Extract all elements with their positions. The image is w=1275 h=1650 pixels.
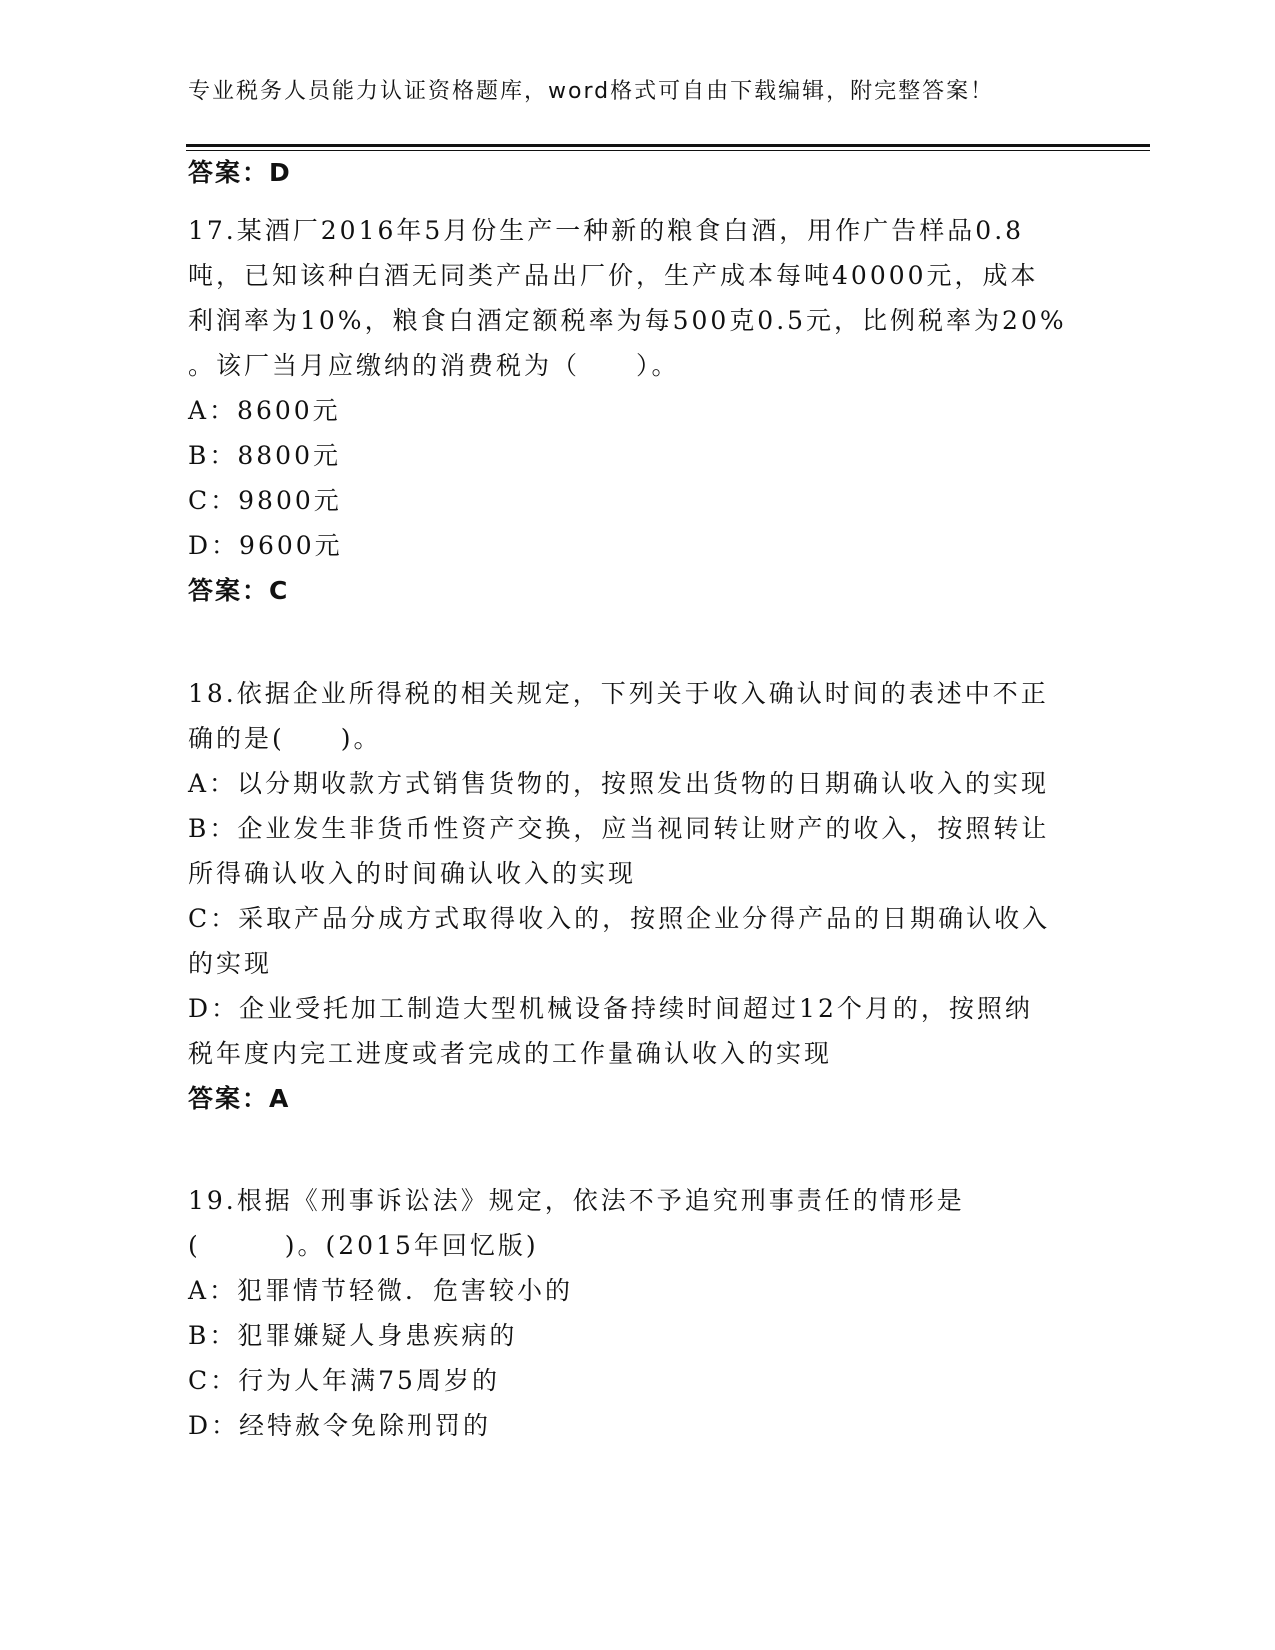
option-a: A：8600元 [188,396,341,425]
option-c-continued: 的实现 [188,949,273,978]
option-d: D：企业受托加工制造大型机械设备持续时间超过12个月的，按照纳 [188,994,1033,1023]
option-d-continued: 税年度内完工进度或者完成的工作量确认收入的实现 [188,1039,833,1068]
option-b: B：企业发生非货币性资产交换，应当视同转让财产的收入，按照转让 [188,814,1050,843]
answer: 答案：A [188,1084,291,1113]
option-a: A：以分期收款方式销售货物的，按照发出货物的日期确认收入的实现 [188,769,1050,798]
previous-answer-block [188,150,1088,195]
option-d: D：经特赦令免除刑罚的 [188,1411,492,1440]
document-header: 专业税务人员能力认证资格题库，word格式可自由下载编辑，附完整答案！ [188,79,995,104]
previous-answer: 答案：D [188,158,292,187]
header-rule-thick [186,144,1150,147]
answer: 答案：C [188,576,290,605]
question-18 [188,671,1088,1121]
option-b: B：犯罪嫌疑人身患疾病的 [188,1321,518,1350]
question-17 [188,208,1088,613]
question-stem-line: 17.某酒厂2016年5月份生产一种新的粮食白酒，用作广告样品0.8 [188,216,1025,245]
option-a: A：犯罪情节轻微．危害较小的 [188,1276,574,1305]
question-stem-line: 吨，已知该种白酒无同类产品出厂价，生产成本每吨40000元，成本 [188,261,1039,290]
option-b: B：8800元 [188,441,341,470]
option-c: C：行为人年满75周岁的 [188,1366,500,1395]
question-stem-line: 19.根据《刑事诉讼法》规定，依法不予追究刑事责任的情形是 [188,1186,965,1215]
option-d: D：9600元 [188,531,343,560]
question-stem-line: 利润率为10%，粮食白酒定额税率为每500克0.5元，比例税率为20% [188,306,1067,335]
question-stem-line: 18.依据企业所得税的相关规定，下列关于收入确认时间的表述中不正 [188,679,1049,708]
question-stem-line: 。该厂当月应缴纳的消费税为（ ）。 [188,351,680,380]
question-stem-line: ( )。(2015年回忆版) [188,1231,539,1260]
question-19 [188,1178,1088,1448]
option-c: C：9800元 [188,486,342,515]
question-stem-line: 确的是( )。 [188,724,382,753]
option-b-continued: 所得确认收入的时间确认收入的实现 [188,859,637,888]
option-c: C：采取产品分成方式取得收入的，按照企业分得产品的日期确认收入 [188,904,1051,933]
